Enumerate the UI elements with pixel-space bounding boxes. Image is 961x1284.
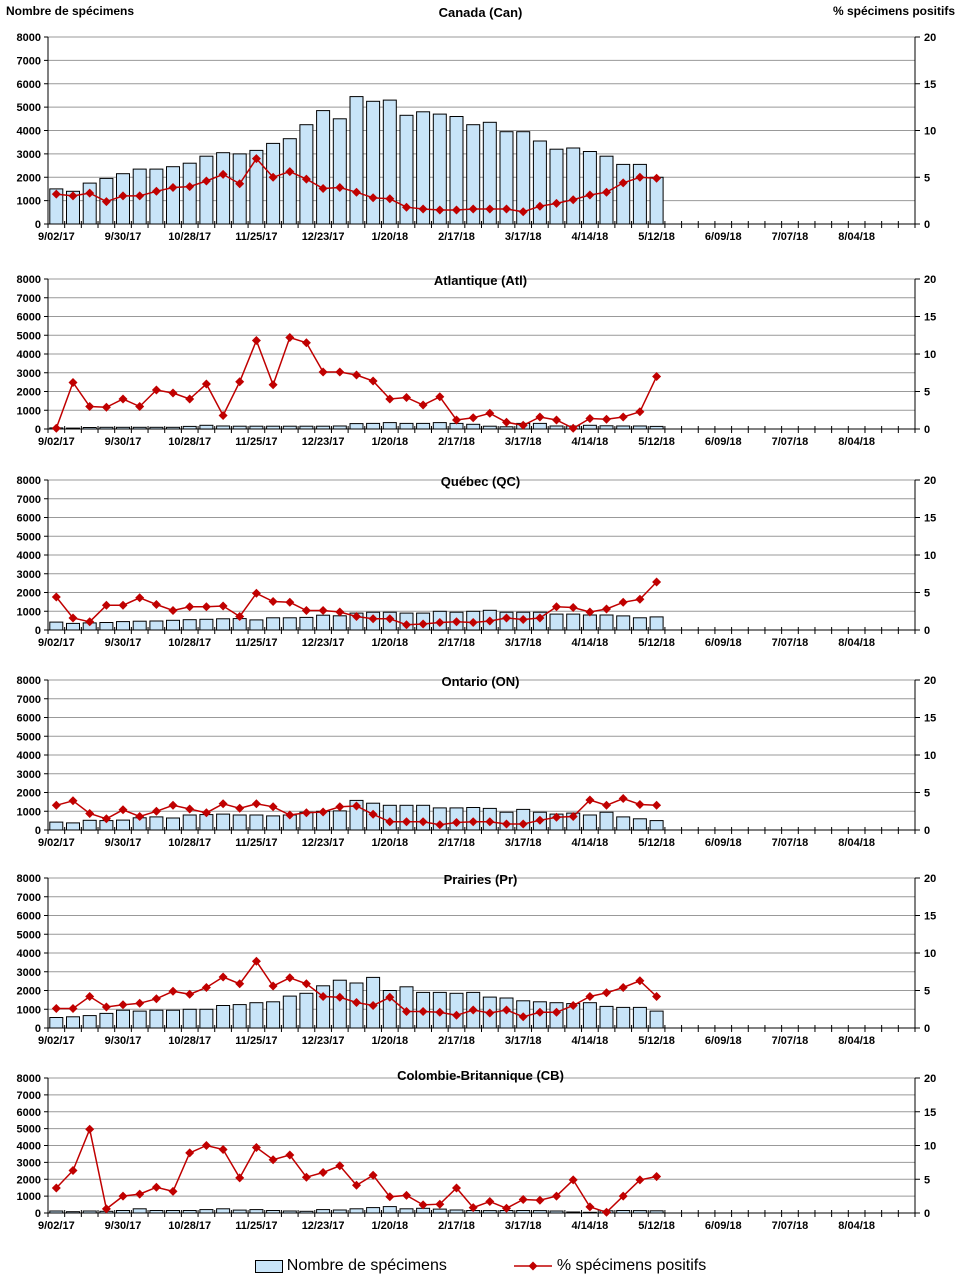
svg-text:5/12/18: 5/12/18 [638,1220,675,1232]
svg-text:11/25/17: 11/25/17 [235,1035,278,1047]
svg-text:7/07/18: 7/07/18 [771,637,809,649]
chart-ontario [0,658,961,858]
svg-text:3000: 3000 [16,966,41,979]
chart-title-ontario: Ontario (ON) [441,674,520,689]
svg-text:3/17/18: 3/17/18 [504,637,542,649]
svg-text:7/07/18: 7/07/18 [771,436,809,448]
svg-text:10/28/17: 10/28/17 [168,231,212,243]
svg-text:0: 0 [34,219,41,231]
svg-text:0: 0 [34,825,41,837]
svg-text:10: 10 [924,349,937,361]
svg-text:9/02/17: 9/02/17 [37,1220,75,1232]
svg-text:5/12/18: 5/12/18 [638,637,675,649]
svg-text:1/20/18: 1/20/18 [371,231,409,243]
svg-text:8000: 8000 [16,675,41,687]
svg-text:5000: 5000 [16,1123,41,1136]
svg-text:5: 5 [924,386,931,399]
svg-text:20: 20 [924,32,937,44]
svg-text:10: 10 [924,1140,937,1153]
svg-text:5: 5 [924,787,931,800]
prairies-plot [0,858,961,1052]
svg-text:7/07/18: 7/07/18 [771,231,809,243]
svg-text:12/23/17: 12/23/17 [301,1035,345,1047]
svg-text:1/20/18: 1/20/18 [371,1220,409,1232]
svg-text:4000: 4000 [16,750,41,762]
svg-text:2/17/18: 2/17/18 [438,637,475,649]
svg-text:9/02/17: 9/02/17 [37,1035,75,1047]
chart-title-canada: Canada (Can) [438,5,523,20]
svg-text:5/12/18: 5/12/18 [638,231,675,243]
svg-text:0: 0 [924,219,931,231]
svg-text:4/14/18: 4/14/18 [571,1035,609,1047]
svg-text:8000: 8000 [16,475,41,487]
svg-text:15: 15 [924,712,937,725]
svg-text:2000: 2000 [16,985,41,998]
svg-text:6000: 6000 [16,712,41,725]
svg-text:10: 10 [924,948,937,960]
svg-text:10: 10 [924,750,937,762]
svg-text:15: 15 [924,78,937,91]
chart-quebec [0,458,961,658]
pct-positive-series [52,1125,661,1217]
svg-text:0: 0 [924,1023,931,1035]
svg-text:4/14/18: 4/14/18 [571,1220,609,1232]
bar-swatch-icon [255,1260,283,1273]
svg-text:8/04/18: 8/04/18 [838,231,875,243]
svg-text:9/02/17: 9/02/17 [37,637,75,649]
svg-text:4000: 4000 [16,1140,41,1153]
legend-line-label: % spécimens positifs [556,1257,707,1274]
svg-text:1000: 1000 [16,405,41,418]
svg-text:0: 0 [34,424,41,436]
chart-title-colombie-britannique: Colombie-Britannique (CB) [397,1068,564,1083]
legend-bars-entry [255,1257,447,1275]
svg-text:3/17/18: 3/17/18 [504,1220,542,1232]
svg-text:4000: 4000 [16,125,41,138]
pct-positive-series [52,333,661,433]
svg-text:0: 0 [924,625,931,637]
svg-text:12/23/17: 12/23/17 [301,837,345,849]
svg-text:0: 0 [924,1208,931,1220]
chart-title-prairies: Prairies (Pr) [443,872,518,887]
svg-text:1/20/18: 1/20/18 [371,1035,409,1047]
legend-line-entry [513,1257,706,1275]
chart-title-atlantique: Atlantique (Atl) [433,273,528,288]
svg-text:5/12/18: 5/12/18 [638,436,675,448]
bars-series [50,97,663,225]
svg-text:7000: 7000 [16,493,41,506]
chart-colombie-britannique [0,1052,961,1248]
svg-text:4000: 4000 [16,550,41,562]
svg-text:5000: 5000 [16,731,41,744]
svg-text:6000: 6000 [16,1106,41,1119]
atlantique-plot [0,258,961,458]
svg-text:15: 15 [924,512,937,525]
svg-text:2/17/18: 2/17/18 [438,837,475,849]
svg-text:15: 15 [924,311,937,324]
legend [0,1248,961,1284]
svg-text:6/09/18: 6/09/18 [704,231,742,243]
svg-text:2/17/18: 2/17/18 [438,436,475,448]
svg-text:0: 0 [34,1023,41,1035]
svg-text:9/30/17: 9/30/17 [104,637,142,649]
svg-text:1000: 1000 [16,1191,41,1204]
svg-text:1000: 1000 [16,606,41,619]
svg-text:1/20/18: 1/20/18 [371,637,409,649]
svg-text:8000: 8000 [16,1073,41,1085]
svg-text:4/14/18: 4/14/18 [571,637,609,649]
svg-text:7/07/18: 7/07/18 [771,1035,809,1047]
svg-text:20: 20 [924,1073,937,1085]
svg-text:1000: 1000 [16,806,41,819]
svg-text:6/09/18: 6/09/18 [704,837,742,849]
svg-text:2000: 2000 [16,172,41,185]
svg-text:2/17/18: 2/17/18 [438,231,475,243]
svg-text:10/28/17: 10/28/17 [168,837,212,849]
svg-text:9/30/17: 9/30/17 [104,231,142,243]
svg-text:9/30/17: 9/30/17 [104,436,142,448]
chart-canada [0,0,961,258]
svg-text:6000: 6000 [16,311,41,324]
svg-text:0: 0 [924,424,931,436]
svg-text:7/07/18: 7/07/18 [771,1220,809,1232]
line-swatch-icon [513,1260,553,1272]
svg-text:12/23/17: 12/23/17 [301,637,345,649]
svg-text:11/25/17: 11/25/17 [235,1220,278,1232]
svg-text:9/30/17: 9/30/17 [104,1220,142,1232]
svg-text:3/17/18: 3/17/18 [504,436,542,448]
svg-text:10/28/17: 10/28/17 [168,1220,212,1232]
svg-text:20: 20 [924,675,937,687]
svg-text:4/14/18: 4/14/18 [571,231,609,243]
svg-text:4000: 4000 [16,349,41,361]
svg-text:4/14/18: 4/14/18 [571,837,609,849]
svg-text:8/04/18: 8/04/18 [838,837,875,849]
svg-text:6000: 6000 [16,512,41,525]
canada-plot [0,0,961,258]
svg-text:7000: 7000 [16,55,41,68]
svg-text:5: 5 [924,1174,931,1187]
svg-text:9/30/17: 9/30/17 [104,837,142,849]
svg-text:4/14/18: 4/14/18 [571,436,609,448]
svg-text:3000: 3000 [16,768,41,781]
svg-text:9/02/17: 9/02/17 [37,231,75,243]
svg-text:5000: 5000 [16,102,41,115]
svg-text:10: 10 [924,550,937,562]
svg-text:15: 15 [924,1106,937,1119]
legend-bars-label: Nombre de spécimens [286,1257,447,1274]
svg-text:2/17/18: 2/17/18 [438,1220,475,1232]
svg-text:6/09/18: 6/09/18 [704,1220,742,1232]
svg-text:1000: 1000 [16,195,41,208]
svg-text:6000: 6000 [16,78,41,91]
svg-text:20: 20 [924,475,937,487]
svg-text:10/28/17: 10/28/17 [168,1035,212,1047]
svg-text:11/25/17: 11/25/17 [235,837,278,849]
svg-text:10: 10 [924,125,937,138]
right-axis-title: % spécimens positifs [832,4,955,18]
svg-text:10/28/17: 10/28/17 [168,637,212,649]
svg-text:0: 0 [34,625,41,637]
svg-text:5/12/18: 5/12/18 [638,1035,675,1047]
svg-text:6/09/18: 6/09/18 [704,637,742,649]
svg-text:12/23/17: 12/23/17 [301,231,345,243]
svg-text:3000: 3000 [16,1157,41,1170]
svg-text:3000: 3000 [16,148,41,161]
svg-text:6/09/18: 6/09/18 [704,1035,742,1047]
svg-text:9/02/17: 9/02/17 [37,837,75,849]
svg-text:7/07/18: 7/07/18 [771,837,809,849]
svg-text:1000: 1000 [16,1004,41,1017]
svg-text:3000: 3000 [16,568,41,581]
svg-text:11/25/17: 11/25/17 [235,637,278,649]
svg-text:4000: 4000 [16,948,41,960]
svg-text:10/28/17: 10/28/17 [168,436,212,448]
bars-series [50,1207,663,1213]
svg-text:8/04/18: 8/04/18 [838,1035,875,1047]
svg-text:7000: 7000 [16,292,41,305]
chart-prairies [0,858,961,1052]
svg-text:8/04/18: 8/04/18 [838,637,875,649]
svg-text:8000: 8000 [16,873,41,885]
svg-text:9/02/17: 9/02/17 [37,436,75,448]
svg-text:2000: 2000 [16,1174,41,1187]
svg-text:2/17/18: 2/17/18 [438,1035,475,1047]
svg-text:3/17/18: 3/17/18 [504,1035,542,1047]
svg-text:5000: 5000 [16,929,41,942]
svg-text:2000: 2000 [16,587,41,600]
chart-atlantique [0,258,961,458]
svg-text:8000: 8000 [16,32,41,44]
svg-text:5000: 5000 [16,531,41,544]
svg-text:12/23/17: 12/23/17 [301,436,345,448]
svg-text:20: 20 [924,274,937,286]
svg-text:11/25/17: 11/25/17 [235,436,278,448]
svg-text:7000: 7000 [16,693,41,706]
svg-text:9/30/17: 9/30/17 [104,1035,142,1047]
svg-text:3000: 3000 [16,367,41,380]
svg-text:2000: 2000 [16,787,41,800]
svg-text:5/12/18: 5/12/18 [638,837,675,849]
svg-text:5: 5 [924,587,931,600]
svg-text:8000: 8000 [16,274,41,286]
left-axis-title: Nombre de spécimens [6,4,135,18]
svg-text:3/17/18: 3/17/18 [504,837,542,849]
svg-text:6000: 6000 [16,910,41,923]
svg-text:7000: 7000 [16,1089,41,1102]
svg-text:5: 5 [924,172,931,185]
svg-text:1/20/18: 1/20/18 [371,837,409,849]
svg-text:20: 20 [924,873,937,885]
svg-text:11/25/17: 11/25/17 [235,231,278,243]
svg-text:7000: 7000 [16,891,41,904]
svg-text:2000: 2000 [16,386,41,399]
svg-text:15: 15 [924,910,937,923]
svg-text:6/09/18: 6/09/18 [704,436,742,448]
chart-title-quebec: Québec (QC) [440,474,521,489]
svg-text:0: 0 [924,825,931,837]
svg-text:1/20/18: 1/20/18 [371,436,409,448]
svg-text:8/04/18: 8/04/18 [838,436,875,448]
svg-text:12/23/17: 12/23/17 [301,1220,345,1232]
svg-text:3/17/18: 3/17/18 [504,231,542,243]
svg-text:0: 0 [34,1208,41,1220]
svg-text:5000: 5000 [16,330,41,343]
svg-text:8/04/18: 8/04/18 [838,1220,875,1232]
svg-text:5: 5 [924,985,931,998]
